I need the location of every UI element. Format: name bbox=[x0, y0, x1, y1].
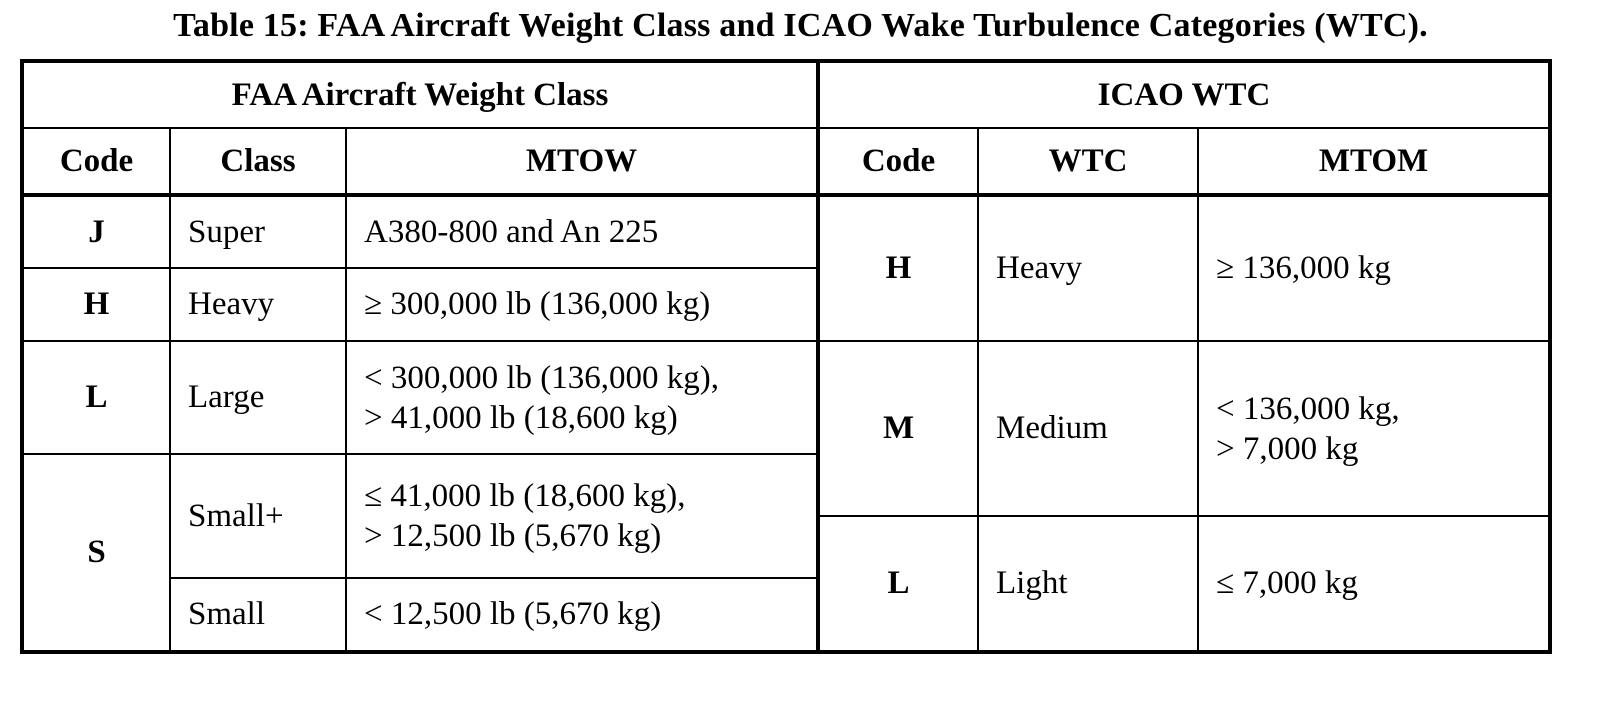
faa-class-cell: Small bbox=[170, 578, 346, 652]
faa-class-cell: Super bbox=[170, 195, 346, 268]
faa-class-cell: Small+ bbox=[170, 454, 346, 578]
icao-group-header: ICAO WTC bbox=[818, 61, 1550, 128]
faa-mtow-cell: ≥ 300,000 lb (136,000 kg) bbox=[346, 268, 818, 341]
faa-code-cell: S bbox=[22, 454, 170, 652]
faa-class-header: Class bbox=[170, 128, 346, 195]
faa-code-header: Code bbox=[22, 128, 170, 195]
faa-class-cell: Large bbox=[170, 341, 346, 454]
icao-mtom-cell bbox=[1198, 341, 1550, 516]
icao-code-cell: H bbox=[818, 195, 978, 341]
icao-mtom-header: MTOM bbox=[1198, 128, 1550, 195]
faa-mtow-cell: A380-800 and An 225 bbox=[346, 195, 818, 268]
faa-code-cell: H bbox=[22, 268, 170, 341]
faa-code-cell: L bbox=[22, 341, 170, 454]
mtow-line: > 41,000 lb (18,600 kg) bbox=[364, 399, 678, 436]
mtom-line: > 7,000 kg bbox=[1216, 430, 1359, 467]
faa-code-cell: J bbox=[22, 195, 170, 268]
table-row bbox=[22, 195, 1550, 268]
icao-mtom-cell: ≤ 7,000 kg bbox=[1198, 516, 1550, 652]
icao-code-cell: M bbox=[818, 341, 978, 516]
faa-mtow-header: MTOW bbox=[346, 128, 818, 195]
column-header-row bbox=[22, 128, 1550, 195]
icao-code-cell: L bbox=[818, 516, 978, 652]
mtom-line: < 136,000 kg, bbox=[1216, 390, 1400, 427]
mtow-line: < 300,000 lb (136,000 kg), bbox=[364, 359, 720, 396]
mtow-line: ≤ 41,000 lb (18,600 kg), bbox=[364, 478, 686, 514]
icao-mtom-cell: ≥ 136,000 kg bbox=[1198, 195, 1550, 341]
icao-wtc-cell: Light bbox=[978, 516, 1198, 652]
icao-wtc-cell: Heavy bbox=[978, 195, 1198, 341]
icao-wtc-header: WTC bbox=[978, 128, 1198, 195]
table-caption: Table 15: FAA Aircraft Weight Class and ICAO Wake Turbulence Categories (WTC). bbox=[173, 7, 1428, 44]
icao-code-header: Code bbox=[818, 128, 978, 195]
faa-mtow-cell: < 12,500 lb (5,670 kg) bbox=[346, 578, 818, 652]
group-header-row bbox=[22, 61, 1550, 128]
table-row bbox=[22, 341, 1550, 454]
faa-class-cell: Heavy bbox=[170, 268, 346, 341]
faa-group-header: FAA Aircraft Weight Class bbox=[22, 61, 818, 128]
table-container bbox=[20, 59, 1552, 654]
weight-class-table bbox=[20, 59, 1552, 654]
mtow-line: > 12,500 lb (5,670 kg) bbox=[364, 518, 662, 554]
icao-wtc-cell: Medium bbox=[978, 341, 1198, 516]
faa-mtow-cell bbox=[346, 454, 818, 578]
faa-mtow-cell bbox=[346, 341, 818, 454]
